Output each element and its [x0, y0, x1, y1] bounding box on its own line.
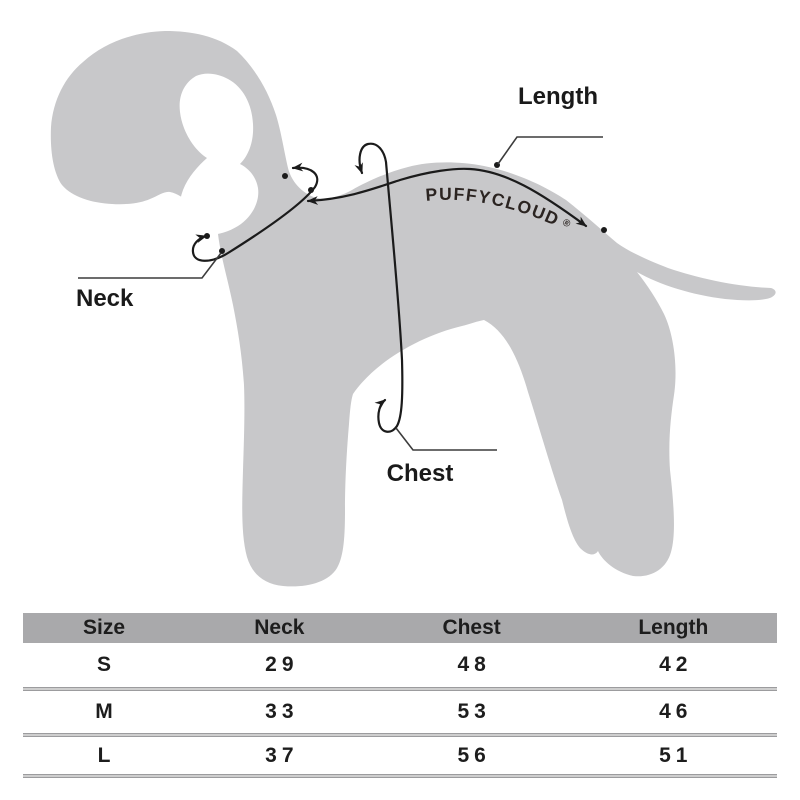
- brand-name: PUFFYCLOUD: [424, 183, 563, 230]
- length-leader-line: [498, 137, 603, 164]
- measure-dot: [204, 233, 210, 239]
- dog-silhouette: [51, 31, 776, 586]
- measure-dot: [308, 187, 314, 193]
- table-row: [23, 737, 777, 774]
- measure-dot: [282, 173, 288, 179]
- column-header-size: Size: [83, 616, 126, 639]
- neck-cell: 37: [265, 743, 299, 767]
- size-cell: L: [97, 743, 116, 767]
- table-bottom-border: [23, 774, 777, 778]
- neck-cell: 29: [265, 653, 299, 676]
- chest-cell: 48: [457, 653, 491, 676]
- length-cell: 42: [659, 653, 693, 676]
- chest-cell: 56: [457, 743, 491, 767]
- length-cell: 46: [659, 700, 693, 723]
- size-cell: M: [95, 700, 118, 723]
- length-label: Length: [518, 83, 598, 110]
- size-cell: S: [97, 653, 117, 676]
- chest-label: Chest: [386, 460, 454, 487]
- size-table: [23, 613, 777, 778]
- column-header-length: Length: [638, 616, 709, 639]
- column-header-neck: Neck: [254, 616, 305, 639]
- measure-dot: [601, 227, 607, 233]
- column-header-chest: Chest: [442, 616, 501, 639]
- table-row: [23, 691, 777, 733]
- chest-cell: 53: [457, 700, 491, 723]
- neck-cell: 33: [265, 700, 299, 723]
- table-row: [23, 643, 777, 687]
- length-cell: 51: [659, 743, 693, 767]
- measure-dot: [219, 248, 225, 254]
- registered-trademark-icon: ®: [560, 217, 574, 231]
- chest-leader-line: [396, 428, 497, 450]
- size-table-header-row: [23, 613, 777, 643]
- neck-leader-line: [78, 253, 221, 278]
- neck-label: Neck: [76, 285, 134, 312]
